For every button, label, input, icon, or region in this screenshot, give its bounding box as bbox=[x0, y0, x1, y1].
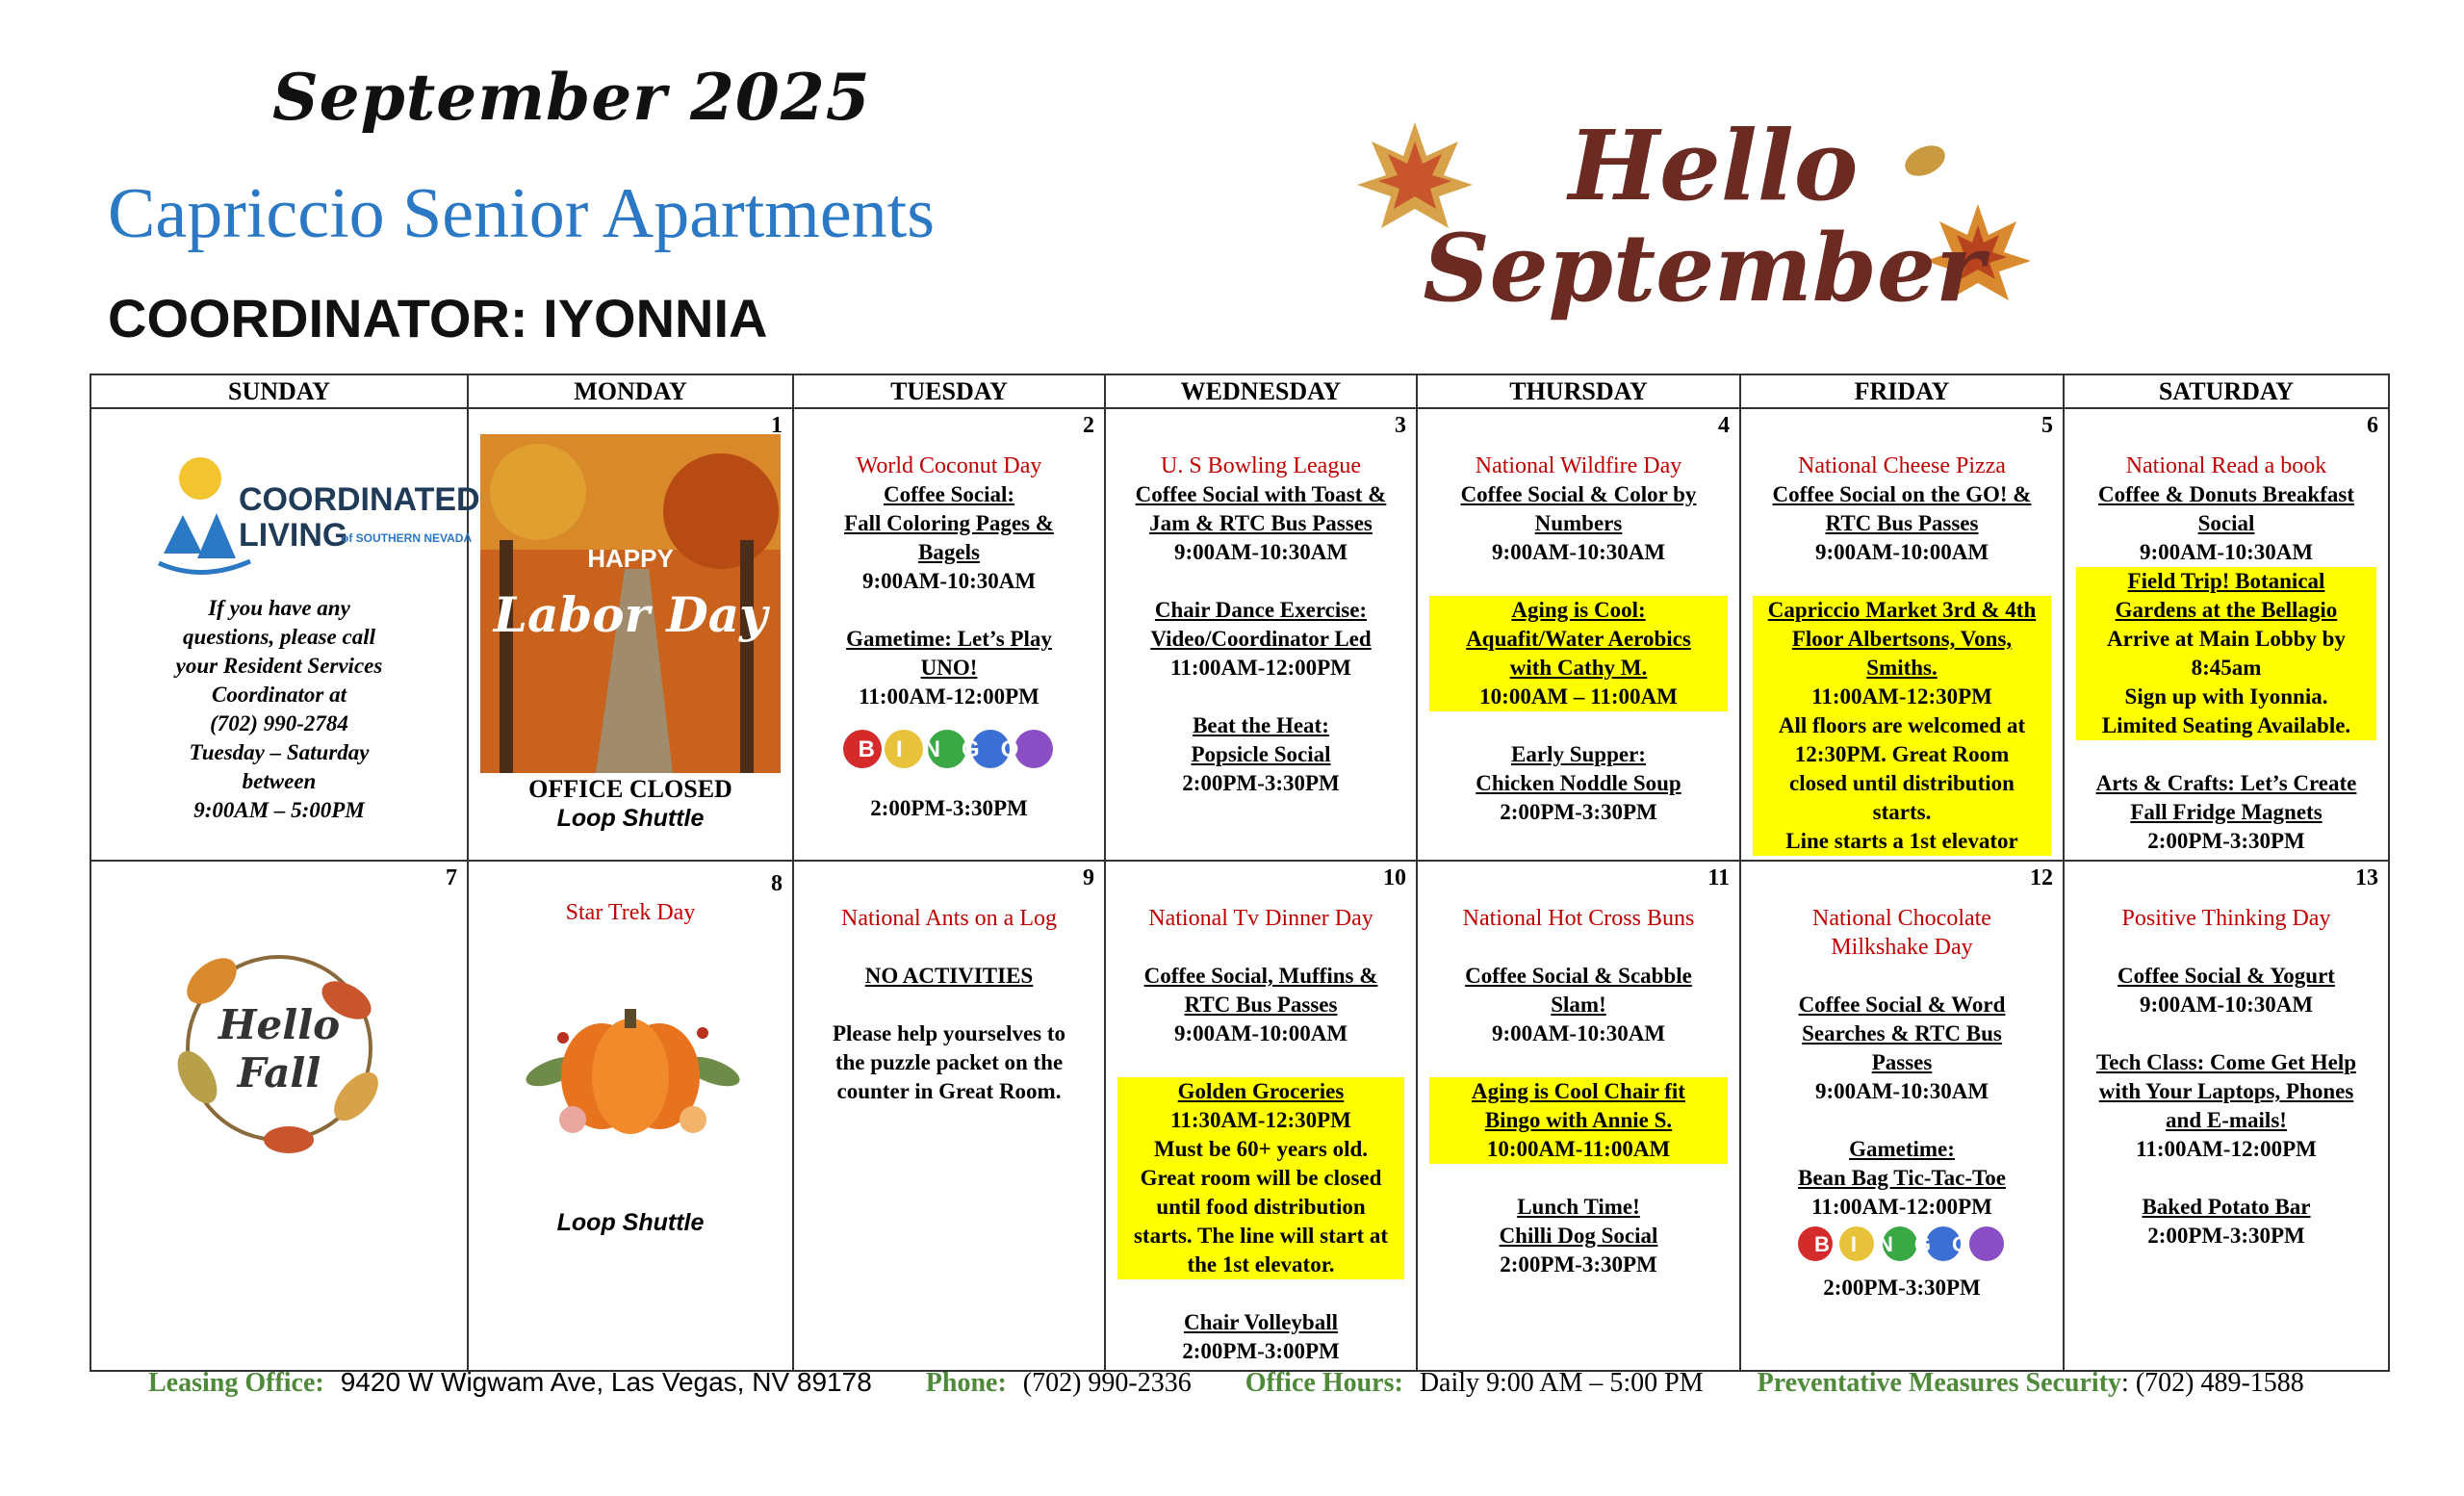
day-cell-sunday-info bbox=[90, 408, 480, 861]
activity: Coffee Social & Scabble bbox=[1465, 964, 1692, 988]
weekday-header-row bbox=[90, 374, 2389, 408]
svg-text:HAPPY: HAPPY bbox=[587, 544, 674, 573]
day-cell-1 bbox=[468, 408, 793, 861]
day-cell-12 bbox=[1740, 861, 2064, 1371]
activity: Coffee Social & Word bbox=[1798, 993, 2006, 1017]
occasion: National Ants on a Log bbox=[841, 906, 1057, 931]
info-line: between bbox=[242, 769, 317, 793]
weekday-monday: MONDAY bbox=[468, 374, 793, 408]
weekday-sunday: SUNDAY bbox=[90, 374, 468, 408]
activity: Tech Class: Come Get Help bbox=[2095, 1050, 2356, 1074]
coordinated-living-logo bbox=[144, 438, 480, 582]
footer bbox=[148, 1367, 2314, 1399]
activity-time: 2:00PM-3:30PM bbox=[1500, 1252, 1657, 1277]
activity-time: 2:00PM-3:30PM bbox=[1500, 800, 1657, 824]
day-cell-7 bbox=[90, 861, 468, 1371]
hours-label: Office Hours: bbox=[1245, 1368, 1403, 1398]
day-number: 10 bbox=[1383, 865, 1406, 890]
info-line: 9:00AM – 5:00PM bbox=[193, 798, 365, 822]
svg-text:LIVING: LIVING bbox=[239, 517, 348, 554]
activity-time: 9:00AM-10:00AM bbox=[1173, 1021, 1348, 1045]
activity: Coffee Social, Muffins & bbox=[1143, 964, 1378, 988]
activity: and E-mails! bbox=[2166, 1108, 2287, 1132]
note-line: the puzzle packet on the bbox=[834, 1050, 1064, 1074]
leasing-address: 9420 W Wigwam Ave, Las Vegas, NV 89178 bbox=[340, 1367, 872, 1397]
info-line: If you have any bbox=[208, 596, 350, 620]
svg-text:BINGO: BINGO bbox=[1813, 1232, 1990, 1256]
activity: RTC Bus Passes bbox=[1825, 511, 1979, 535]
activity-time: 9:00AM-10:30AM bbox=[2139, 540, 2314, 564]
day-number: 4 bbox=[1718, 413, 1730, 438]
activity-time: 2:00PM-3:30PM bbox=[1182, 771, 1340, 795]
day-number: 7 bbox=[446, 865, 457, 890]
activity: Gametime: bbox=[1849, 1137, 1955, 1161]
leaf-icon bbox=[169, 1045, 225, 1110]
occasion: National Read a book bbox=[2125, 453, 2327, 478]
activity-time: 2:00PM-3:30PM bbox=[2147, 1224, 2305, 1248]
activity: Searches & RTC Bus bbox=[1802, 1021, 2002, 1045]
svg-text:of SOUTHERN NEVADA: of SOUTHERN NEVADA bbox=[342, 531, 473, 545]
occasion: National Chocolate bbox=[1812, 906, 1991, 931]
maple-leaf-icon bbox=[1357, 122, 1473, 228]
svg-text:Labor Day: Labor Day bbox=[493, 586, 768, 643]
occasion: Star Trek Day bbox=[565, 900, 696, 925]
security-value: : (702) 489-1588 bbox=[2121, 1368, 2304, 1398]
activity: Popsicle Social bbox=[1191, 742, 1331, 766]
phone-value: (702) 990-2336 bbox=[1022, 1368, 1192, 1398]
office-closed: OFFICE CLOSED bbox=[528, 775, 732, 803]
activity: Coffee Social & Color by bbox=[1460, 482, 1697, 506]
activity-time: 9:00AM-10:00AM bbox=[1814, 540, 1989, 564]
day-number: 3 bbox=[1395, 413, 1406, 438]
day-cell-6 bbox=[2064, 408, 2389, 861]
highlighted-activity: Field Trip! Botanical Gardens at the Bellagio Arrive at Main Lobby by 8:45am Sign up with Iyonnia. Limited Seating Available. bbox=[2076, 567, 2376, 740]
security-label: Preventative Measures Security bbox=[1757, 1368, 2122, 1398]
activity: Coffee Social & Yogurt bbox=[2118, 964, 2335, 988]
day-cell-9 bbox=[793, 861, 1105, 1371]
note-line: counter in Great Room. bbox=[836, 1079, 1062, 1103]
svg-text:Fall: Fall bbox=[237, 1049, 321, 1096]
day-cell-5 bbox=[1740, 408, 2064, 861]
activity: Numbers bbox=[1534, 511, 1623, 535]
activity: UNO! bbox=[920, 656, 978, 680]
week-row-2 bbox=[90, 861, 2389, 1371]
activity: Jam & RTC Bus Passes bbox=[1149, 511, 1373, 535]
svg-text:Hello: Hello bbox=[218, 1001, 341, 1048]
day-number: 13 bbox=[2355, 865, 2378, 890]
occasion: National Tv Dinner Day bbox=[1148, 906, 1373, 931]
occasion: U. S Bowling League bbox=[1161, 453, 1361, 478]
phone-label: Phone: bbox=[925, 1368, 1007, 1398]
bingo-icon bbox=[838, 725, 1060, 773]
highlighted-activity: Aging is Cool Chair fit Bingo with Annie S. 10:00AM-11:00AM bbox=[1429, 1077, 1728, 1164]
activity: Video/Coordinator Led bbox=[1150, 627, 1372, 651]
activity-time: 9:00AM-10:30AM bbox=[2139, 993, 2314, 1017]
occasion: Positive Thinking Day bbox=[2121, 906, 2331, 931]
activity-time: 11:00AM-12:00PM bbox=[2136, 1137, 2317, 1161]
activity-time: 9:00AM-10:30AM bbox=[861, 569, 1037, 593]
info-line: Tuesday – Saturday bbox=[189, 740, 370, 764]
activity-time: 11:00AM-12:00PM bbox=[1170, 656, 1351, 680]
activity: Baked Potato Bar bbox=[2142, 1195, 2311, 1219]
loop-shuttle: Loop Shuttle bbox=[556, 805, 705, 832]
occasion: National Cheese Pizza bbox=[1798, 453, 2006, 478]
loop-shuttle: Loop Shuttle bbox=[556, 1209, 705, 1236]
activity: Slam! bbox=[1551, 993, 1606, 1017]
highlighted-activity: Aging is Cool: Aquafit/Water Aerobics with Cathy M. 10:00AM – 11:00AM bbox=[1429, 596, 1728, 711]
activity: Lunch Time! bbox=[1517, 1195, 1640, 1219]
activity: Chicken Noddle Soup bbox=[1476, 771, 1681, 795]
activity: Social bbox=[2197, 511, 2255, 535]
activity: Fall Fridge Magnets bbox=[2130, 800, 2323, 824]
activity: Coffee & Donuts Breakfast bbox=[2098, 482, 2354, 506]
occasion: National Hot Cross Buns bbox=[1462, 906, 1695, 931]
info-line: your Resident Services bbox=[175, 654, 383, 678]
weekday-saturday: SATURDAY bbox=[2064, 374, 2389, 408]
activity-time: 2:00PM-3:30PM bbox=[870, 796, 1028, 820]
info-line: questions, please call bbox=[183, 625, 375, 649]
activity: Chair Volleyball bbox=[1184, 1310, 1338, 1334]
activity: Arts & Crafts: Let’s Create bbox=[2095, 771, 2357, 795]
art-september-text: September bbox=[1423, 214, 1985, 322]
pumpkin-image bbox=[505, 966, 756, 1158]
activity: Fall Coloring Pages & bbox=[844, 511, 1054, 535]
day-cell-2 bbox=[793, 408, 1105, 861]
activity: Chilli Dog Social bbox=[1499, 1224, 1658, 1248]
week-row-1 bbox=[90, 408, 2389, 861]
occasion: Milkshake Day bbox=[1831, 935, 1973, 960]
activity: Coffee Social with Toast & bbox=[1135, 482, 1387, 506]
activity: Beat the Heat: bbox=[1193, 713, 1329, 737]
highlighted-activity: Golden Groceries 11:30AM-12:30PM Must be 60+ years old. Great room will be closed until food distribution starts. The line will start at the 1st elevator. bbox=[1117, 1077, 1404, 1279]
day-number: 12 bbox=[2030, 865, 2053, 890]
info-line: (702) 990-2784 bbox=[210, 711, 348, 735]
occasion: World Coconut Day bbox=[856, 453, 1042, 478]
leaf-icon bbox=[264, 1126, 314, 1153]
highlighted-activity: Capriccio Market 3rd & 4th Floor Albertsons, Vons, Smiths. 11:00AM-12:30PM All floors are welcomed at 12:30PM. Great Room closed until distribution starts. Line starts a 1st elevator bbox=[1753, 596, 2051, 856]
day-number: 2 bbox=[1083, 413, 1094, 438]
activity: with Your Laptops, Phones bbox=[2098, 1079, 2354, 1103]
activity-time: 9:00AM-10:30AM bbox=[1491, 540, 1666, 564]
day-number: 8 bbox=[771, 871, 783, 896]
activity: Early Supper: bbox=[1511, 742, 1646, 766]
hours-value: Daily 9:00 AM – 5:00 PM bbox=[1419, 1368, 1704, 1398]
day-cell-10 bbox=[1105, 861, 1417, 1371]
note-line: Please help yourselves to bbox=[832, 1021, 1066, 1045]
occasion: National Wildfire Day bbox=[1475, 453, 1682, 478]
activity: RTC Bus Passes bbox=[1184, 993, 1338, 1017]
day-number: 6 bbox=[2367, 413, 2378, 438]
activity-time: 2:00PM-3:30PM bbox=[1823, 1276, 1981, 1300]
leasing-label: Leasing Office: bbox=[148, 1368, 324, 1398]
weekday-wednesday: WEDNESDAY bbox=[1105, 374, 1417, 408]
day-cell-3 bbox=[1105, 408, 1417, 861]
weekday-friday: FRIDAY bbox=[1740, 374, 2064, 408]
activity: Coffee Social: bbox=[883, 482, 1015, 506]
activity: Chair Dance Exercise: bbox=[1154, 598, 1368, 622]
weekday-tuesday: TUESDAY bbox=[793, 374, 1105, 408]
day-cell-13 bbox=[2064, 861, 2389, 1371]
info-line: Coordinator at bbox=[212, 683, 346, 707]
activity: Bean Bag Tic-Tac-Toe bbox=[1798, 1166, 2006, 1190]
day-number: 9 bbox=[1083, 865, 1094, 890]
activity: Coffee Social on the GO! & bbox=[1772, 482, 2032, 506]
sun-icon bbox=[179, 457, 221, 500]
no-activities: NO ACTIVITIES bbox=[864, 964, 1034, 988]
activity-time: 9:00AM-10:30AM bbox=[1173, 540, 1348, 564]
leaf-icon bbox=[1900, 140, 1950, 182]
activity-time: 11:00AM-12:00PM bbox=[1811, 1195, 1992, 1219]
art-hello-text: Hello bbox=[1568, 109, 1859, 222]
people-icon bbox=[164, 513, 236, 558]
month-title: September 2025 bbox=[272, 60, 871, 135]
activity-time: 2:00PM-3:00PM bbox=[1182, 1339, 1340, 1363]
activity: Passes bbox=[1871, 1050, 1933, 1074]
labor-day-image bbox=[480, 434, 781, 773]
activity-time: 2:00PM-3:30PM bbox=[2147, 829, 2305, 853]
day-number: 5 bbox=[2041, 413, 2053, 438]
coordinator-heading: COORDINATOR: IYONNIA bbox=[108, 288, 768, 348]
hello-september-art bbox=[1348, 108, 2060, 329]
day-cell-4 bbox=[1417, 408, 1740, 861]
svg-text:COORDINATED: COORDINATED bbox=[239, 481, 480, 518]
hello-fall-wreath bbox=[144, 914, 414, 1183]
activity-time: 11:00AM-12:00PM bbox=[859, 684, 1040, 709]
calendar-grid bbox=[90, 374, 2390, 1372]
activity-time: 9:00AM-10:30AM bbox=[1814, 1079, 1989, 1103]
day-number: 11 bbox=[1707, 865, 1730, 890]
day-cell-11 bbox=[1417, 861, 1740, 1371]
weekday-thursday: THURSDAY bbox=[1417, 374, 1740, 408]
activity: Gametime: Let’s Play bbox=[846, 627, 1052, 651]
org-name: Capriccio Senior Apartments bbox=[108, 174, 936, 253]
day-cell-8 bbox=[468, 861, 793, 1371]
activity-time: 9:00AM-10:30AM bbox=[1491, 1021, 1666, 1045]
day-number: 1 bbox=[771, 413, 783, 438]
svg-text:BINGO: BINGO bbox=[858, 736, 1040, 762]
bingo-icon bbox=[1791, 1222, 2013, 1266]
activity: Bagels bbox=[918, 540, 980, 564]
